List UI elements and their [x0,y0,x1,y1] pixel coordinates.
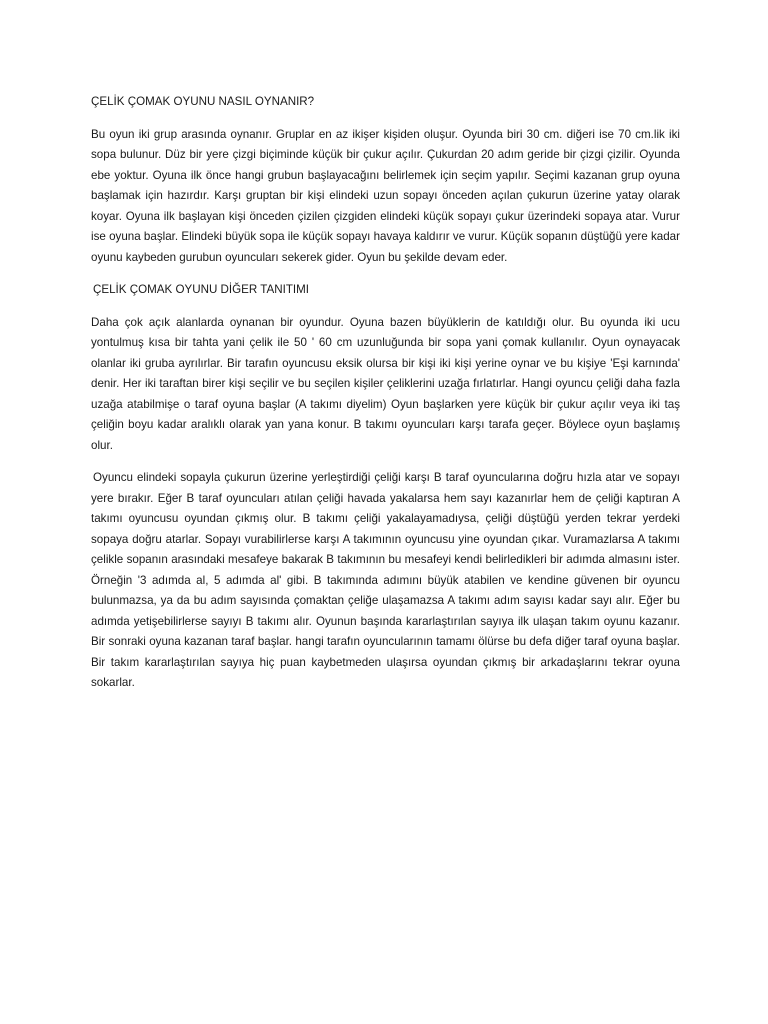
paragraph-other-description-2: Oyuncu elindeki sopayla çukurun üzerine yerleştirdiği çeliği karşı B taraf oyuncularına doğru hızla atar ve sopayı yere bırakır. Eğer B taraf oyuncuları atılan çeliği havada yakalarsa hem sayı kazanırlar hem de çeliği kaptıran A takımı oyuncusu oyundan çıkmış olur. B takımı çeliği yakalayamadıysa, çeliği düştüğü yerden tekrar yerdeki sopaya doğru atarlar. Sopayı vurabilirlerse karşı A takımının oyuncusu yine oyundan çıkar. Vuramazlarsa A takımı çelikle sopanın arasındaki mesafeye bakarak B takımının bu mesafeyi kendi belirledikleri bir adımda almasını ister. Örneğin '3 adımda al, 5 adımda al' gibi. B takımında adımını büyük atabilen ve kendine güvenen bir oyuncu bulunmazsa, ya da bu adım sayısında çomaktan çeliğe ulaşamazsa A takımı adım sayısı kadar sayı alır. Eğer bu adımda yetişebilirlerse sayıyı B takımı alır. Oyunun başında kararlaştırılan sayıya ilk ulaşan takım oyunu kazanır. Bir sonraki oyuna kazanan taraf başlar. hangi tarafın oyuncularının tamamı ölürse bu defa diğer taraf oyuna başlar. Bir takım kararlaştırılan sayıya hiç puan kaybetmeden ulaşırsa oyundan çıkmış bir arkadaşlarını tekrar oyuna sokarlar. [91,471,680,689]
paragraph-how-to-play: Bu oyun iki grup arasında oynanır. Gruplar en az ikişer kişiden oluşur. Oyunda biri 30 cm. diğeri ise 70 cm.lik iki sopa bulunur. Düz bir yere çizgi biçiminde küçük bir çukur açılır. Çukurdan 20 adım geride bir çizgi çizilir. Oyunda ebe yoktur. Oyuna ilk önce hangi grubun başlayacağını belirlemek için seçim yapılır. Seçimi kazanan grup oyuna başlamak için hazırdır. Karşı gruptan bir kişi elindeki uzun sopayı önceden açılan çukurun üzerine yatay olarak koyar. Oyuna ilk başlayan kişi önceden çizilen çizgiden elindeki küçük sopayı çukur üzerindeki sopaya atar. Vurur ise oyuna başlar. Elindeki büyük sopa ile küçük sopayı havaya kaldırır ve vurur. Küçük sopanın düştüğü yere kadar oyunu kaybeden gurubun oyuncuları sekerek gider. Oyun bu şekilde devam eder. [91,127,680,264]
document-page [91,92,680,706]
section-heading-other-description: ÇELİK ÇOMAK OYUNU DİĞER TANITIMI [93,283,310,296]
section-heading-how-to-play: ÇELİK ÇOMAK OYUNU NASIL OYNANIR? [91,95,315,108]
paragraph-other-description-1: Daha çok açık alanlarda oynanan bir oyundur. Oyuna bazen büyüklerin de katıldığı olur. Bu oyunda iki ucu yontulmuş kısa bir tahta yani çelik ile 50 ' 60 cm uzunluğunda bir sopa yani çomak kullanılır. Oyun oynayacak olanlar iki gruba ayrılırlar. Bir tarafın oyuncusu eksik olursa bir kişi iki kişi yerine oynar ve bu kişiye 'Eşi karnında' denir. Her iki taraftan birer kişi seçilir ve bu seçilen kişiler çeliklerini uzağa fırlatırlar. Hangi oyuncu çeliği daha fazla uzağa atabilmişe o taraf oyuna başlar (A takımı diyelim) Oyun başlarken yere küçük bir çukur açılır veya iki taş çeliğin boyu kadar aralıklı olarak yan yana konur. B takımı oyuncuları karşı tarafa geçer. Böylece oyun başlamış olur. [91,315,680,452]
